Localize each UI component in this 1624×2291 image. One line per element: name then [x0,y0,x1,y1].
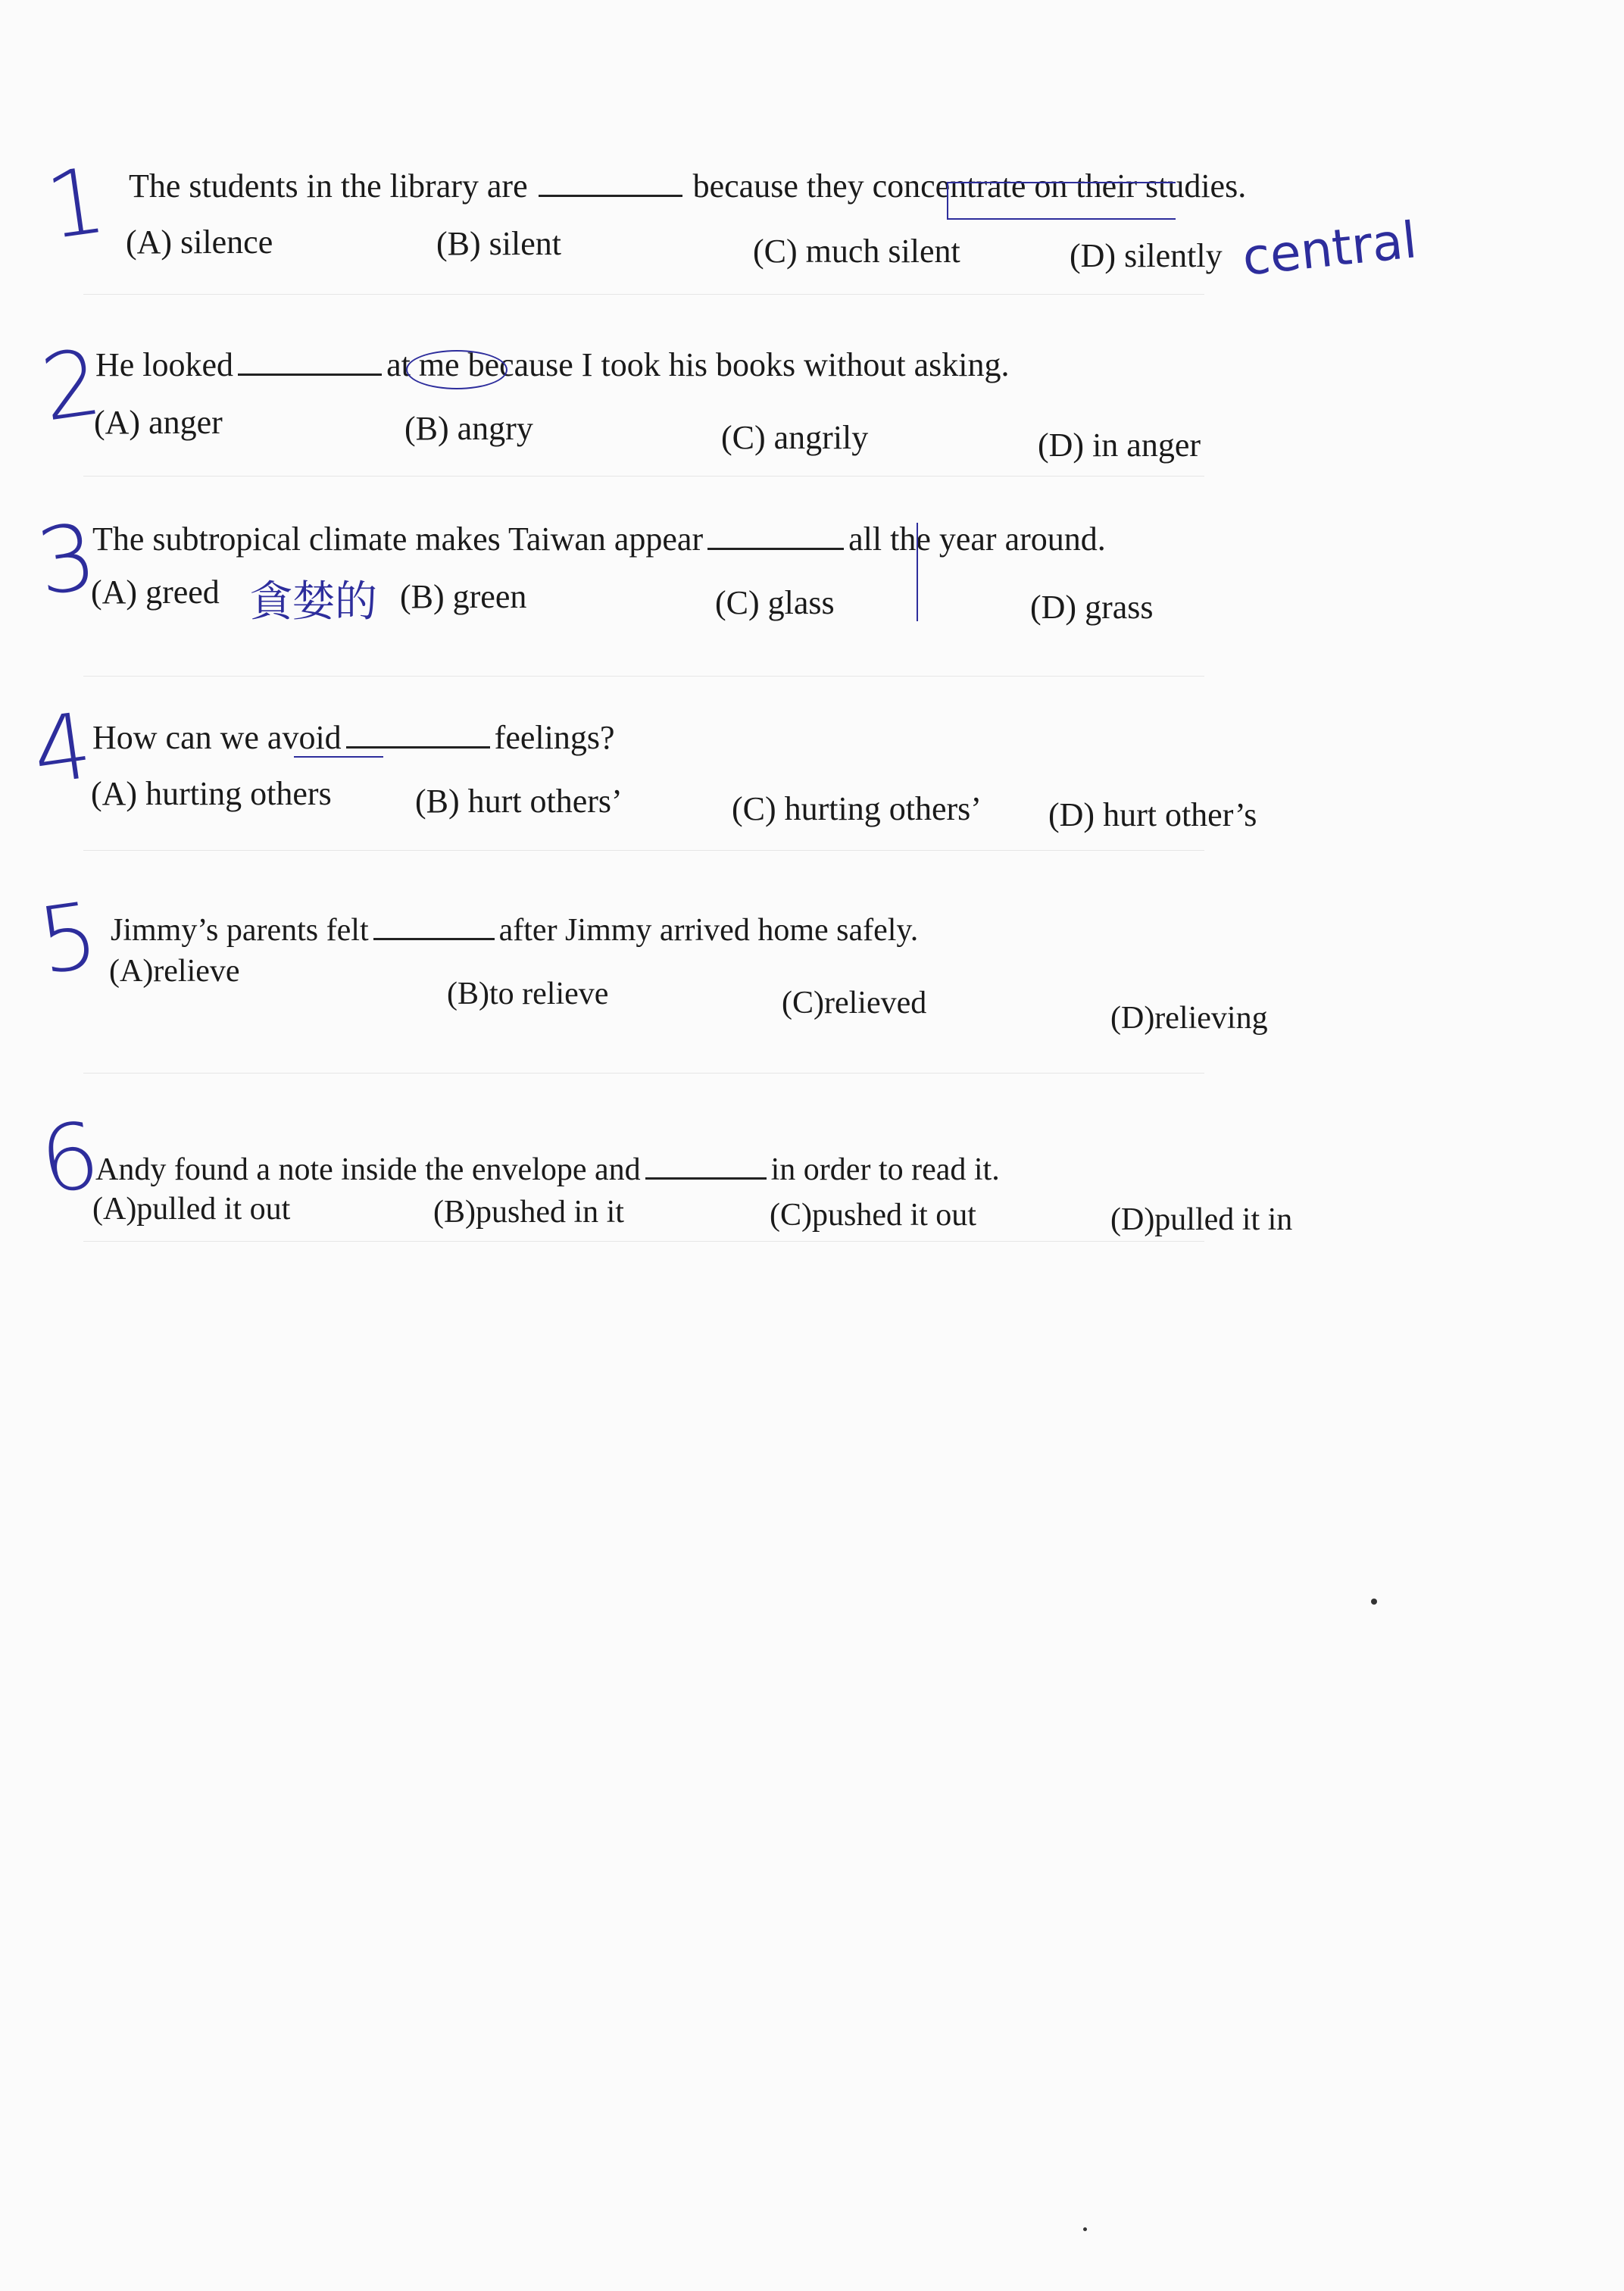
stem-before: Andy found a note inside the envelope and [95,1152,641,1187]
stem-after: after Jimmy arrived home safely. [498,913,919,948]
option-a: (A)pulled it out [92,1192,291,1227]
option-a: (A) anger [94,404,223,441]
stem-before: Jimmy’s parents felt [111,913,369,948]
question-number-mark: 2 [35,330,108,442]
question-number-mark: 4 [26,693,98,806]
stem-before: The students in the library are [129,167,528,205]
pen-stroke-mark [917,523,918,621]
question-stem [95,345,1009,384]
answer-blank [373,938,495,940]
stem-after: in order to read it. [770,1152,1000,1187]
answer-blank [707,548,844,550]
option-c: (C)relieved [782,986,927,1020]
question-stem [92,520,1106,558]
answer-blank [539,195,682,197]
answer-blank [645,1177,767,1180]
option-d: (D) in anger [1038,427,1201,464]
question-number-mark: 6 [33,1102,106,1215]
handwritten-note: 貪婪的 [250,577,377,627]
option-d: (D) silently [1070,237,1223,274]
handwritten-note: central [1239,211,1419,287]
option-b: (B) angry [404,410,533,447]
stem-before: The subtropical climate makes Taiwan appear [92,520,704,558]
option-d: (D) grass [1030,589,1154,626]
scan-artifact-line [83,294,1204,295]
question-stem [111,912,918,949]
stem-after: all the year around. [848,520,1106,558]
question-stem [95,1152,1000,1188]
answer-blank [238,373,382,376]
option-c: (C) hurting others’ [732,790,982,827]
scan-artifact-line [83,1073,1204,1074]
at-me-circle-mark [406,350,508,389]
option-d: (D)pulled it in [1110,1202,1293,1237]
scan-speck [1083,2227,1087,2231]
stem-after: at me because I took his books without asking. [386,346,1010,383]
option-a: (A) silence [126,223,273,261]
stem-after: feelings? [494,719,615,756]
option-c: (C) glass [715,584,835,621]
scan-artifact-line [83,476,1204,477]
question-number-mark: 3 [30,504,103,617]
question-number-mark: 5 [32,883,105,995]
stem-after: because they concentrate on their studies. [692,167,1247,205]
option-a: (A) hurting others [91,775,332,812]
stem-before: How can we avoid [92,719,342,756]
scan-artifact-line [83,850,1204,851]
underline-mark [294,756,383,758]
question-number-mark: 1 [39,148,112,261]
option-a: (A)relieve [109,954,240,989]
option-a: (A) greed [91,574,220,611]
option-d: (D)relieving [1110,1001,1268,1036]
option-c: (C) much silent [753,233,960,270]
scan-artifact-line [83,676,1204,677]
option-b: (B) green [400,578,527,615]
scan-artifact-line [83,1241,1204,1242]
concentrate-box-mark [947,182,1176,220]
option-b: (B) hurt others’ [415,783,623,820]
option-c: (C)pushed it out [770,1198,976,1233]
answer-blank [346,746,490,749]
scan-speck [1371,1599,1377,1605]
option-b: (B) silent [436,225,561,262]
option-d: (D) hurt other’s [1048,796,1257,833]
option-b: (B)pushed in it [433,1195,624,1230]
option-b: (B)to relieve [447,977,609,1011]
question-stem [92,718,614,757]
stem-before: He looked [95,346,234,383]
option-c: (C) angrily [721,419,869,456]
